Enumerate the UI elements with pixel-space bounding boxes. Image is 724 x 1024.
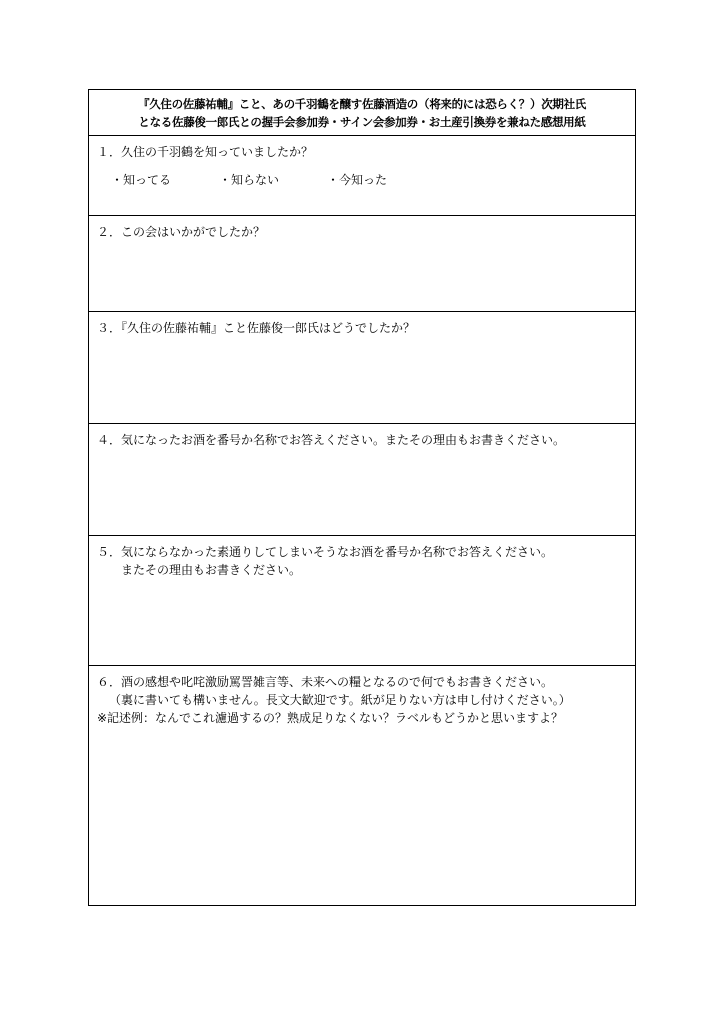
form-title-line-1: 『久住の佐藤祐輔』こと、あの千羽鶴を醸す佐藤酒造の（将来的には恐らく？）次期社氏	[138, 97, 586, 111]
question-5-text: ５．気にならなかった素通りしてしまいそうなお酒を番号か名称でお答えください。	[97, 545, 554, 559]
question-4-text: ４．気になったお酒を番号か名称でお答えください。またその理由もお書きください。	[97, 433, 566, 447]
question-6-note: （裏に書いても構いません。長文大歓迎です。紙が足りない方は申し付けください。）	[109, 693, 571, 707]
question-1-options	[97, 171, 635, 189]
form-title-line-2: となる佐藤俊一郎氏との握手会参加券・サイン会参加券・お土産引換券を兼ねた感想用紙	[138, 115, 586, 129]
survey-form	[88, 89, 636, 906]
option-dont-know[interactable]: ・知らない	[219, 173, 280, 187]
form-title	[89, 90, 635, 136]
question-4-section[interactable]	[89, 424, 635, 536]
question-2-section[interactable]	[89, 216, 635, 312]
question-6-example: ※記述例：なんでこれ濾過するの？熟成足りなくない？ラベルもどうかと思いますよ？	[97, 711, 564, 725]
question-6-section[interactable]	[89, 666, 635, 905]
question-5-section[interactable]	[89, 536, 635, 666]
question-1-text: １．久住の千羽鶴を知っていましたか？	[97, 145, 314, 159]
question-3-text: ３．『久住の佐藤祐輔』こと佐藤俊一郎氏はどうでしたか？	[97, 321, 416, 335]
question-2-text: ２．この会はいかがでしたか？	[97, 225, 266, 239]
option-just-learned[interactable]: ・今知った	[327, 173, 388, 187]
option-know[interactable]: ・知ってる	[111, 173, 172, 187]
question-3-section[interactable]	[89, 312, 635, 424]
question-5-text-continued: またその理由もお書きください。	[121, 563, 302, 577]
question-6-text: ６．酒の感想や叱咤激励罵詈雑言等、未来への糧となるので何でもお書きください。	[97, 675, 554, 689]
question-1-section[interactable]	[89, 136, 635, 216]
